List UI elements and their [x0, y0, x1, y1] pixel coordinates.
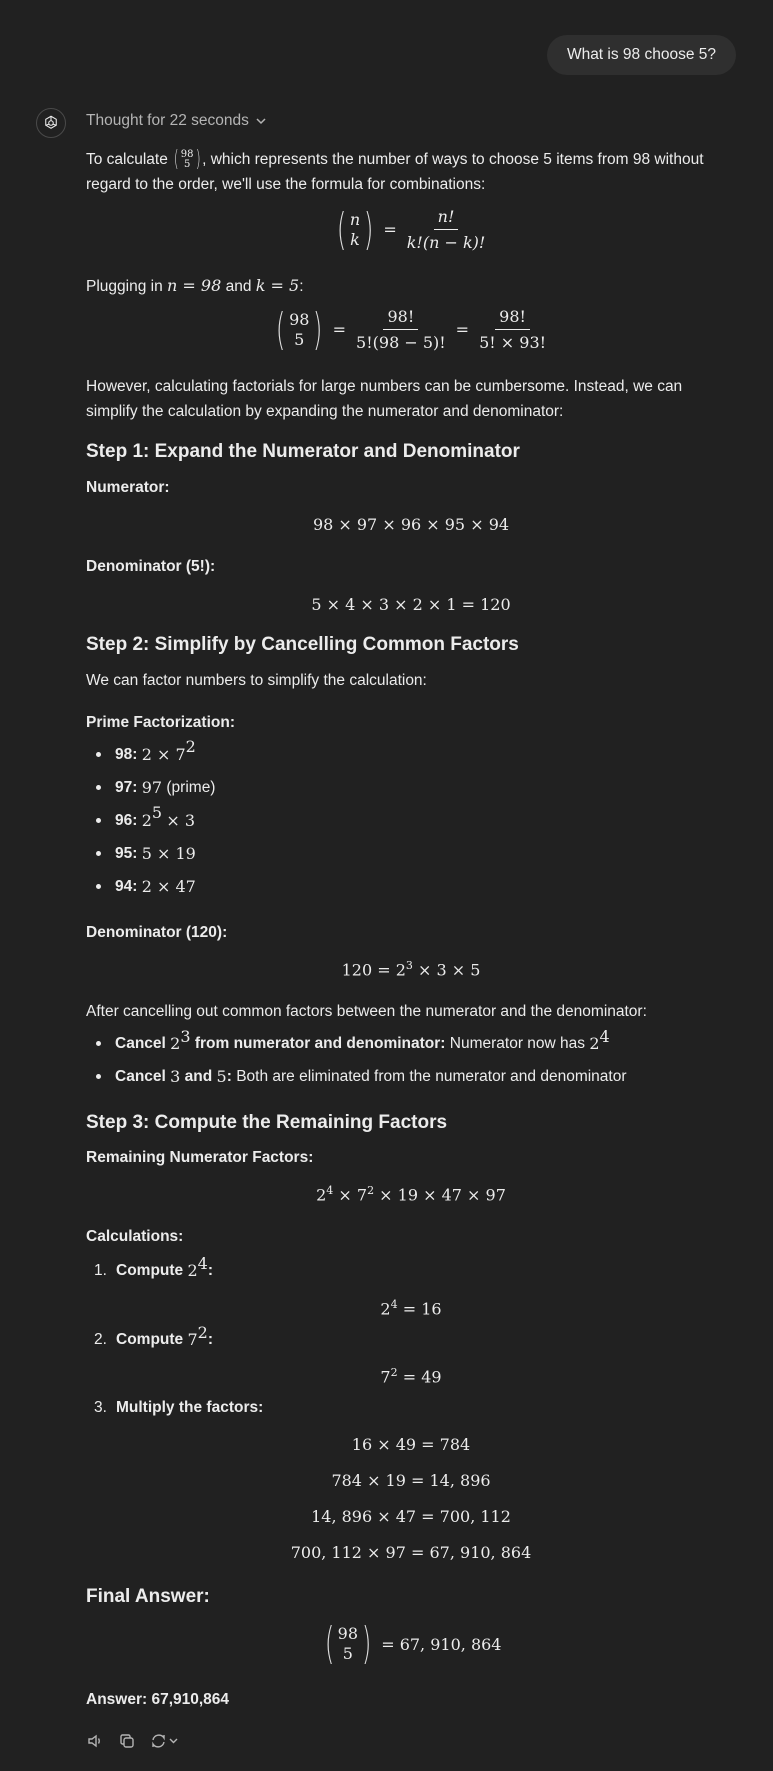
den-expr-a: 120 = 2 [341, 960, 406, 980]
thought-label: Thought for 22 seconds [86, 112, 249, 129]
cancel-item-1 [96, 1027, 610, 1053]
intro-text-after: , which represents the number of ways to choose 5 items from 98 without regard to the order, we'll use the formula for combinations: [86, 151, 704, 193]
expand-numerator: 98! [383, 307, 418, 330]
numerator-expression: 98 × 97 × 96 × 95 × 94 [312, 515, 510, 534]
cancel1-end-sup: 4 [599, 1027, 610, 1046]
calc-item-sup: 2 [197, 1323, 208, 1342]
factor-item-95 [96, 844, 196, 863]
answer-line: Answer: 67,910,864 [86, 1691, 230, 1708]
factor-sup: 2 [185, 737, 196, 756]
remaining-factors-expression: $2^4 \times 7^2 \times 19 \times 47 \times 97$ [316, 1184, 506, 1205]
factor-item-94 [96, 877, 196, 896]
cancel2-rest: Both are eliminated from the numerator and denominator [236, 1067, 627, 1085]
regenerate-icon[interactable] [150, 1732, 180, 1750]
combination-formula: ( n k ) = $\frac{n!}{k!(n - k)!}$ [86, 207, 736, 252]
calc-item-label: Compute [116, 1261, 184, 1279]
den-expr-b: × 3 × 5 [417, 960, 481, 980]
step2-heading: Step 2: Simplify by Cancelling Common Factors [86, 634, 519, 655]
mult-line-4: 700, 112 × 97 = 67, 910, 864 [290, 1543, 532, 1562]
factor-expr: 2 × 47 [141, 877, 196, 896]
calc-item-number: 3. [94, 1399, 107, 1416]
calc-item-number: 2. [94, 1330, 107, 1348]
copy-icon[interactable] [118, 1732, 136, 1750]
formula-numerator: n! [434, 207, 459, 230]
factor-expr: 2 [141, 811, 152, 830]
plugging-n: n = 98 [167, 276, 222, 295]
binom-inline: ( 98 5 ) [174, 146, 201, 172]
denominator-120-expression [86, 959, 736, 979]
calc-item-math: 7 [187, 1330, 198, 1349]
binom-top: 98 [289, 309, 310, 329]
final-result: = 67, 910, 864 [381, 1634, 502, 1654]
final-answer-heading: Final Answer: [86, 1586, 210, 1607]
calc-result-2: $7^2 = 49$ [380, 1366, 442, 1387]
formula-k: k [350, 229, 360, 249]
factor-item-98 [96, 737, 196, 764]
cancel2-math1: 3 [170, 1067, 181, 1086]
factor-expr: 97 [141, 778, 163, 797]
cancel1-math: 2 [170, 1034, 181, 1053]
expand-denominator-1: 5!(98 − 5)! [356, 333, 446, 352]
factor-label: 95: [115, 844, 138, 862]
cancel1-end-math: 2 [589, 1034, 600, 1053]
cancel2-math2: 5 [216, 1067, 227, 1086]
cancel2-bold-a: Cancel [115, 1067, 166, 1085]
calc-result-1: $2^4 = 16$ [380, 1298, 442, 1319]
after-cancel-paragraph: After cancelling out common factors between the numerator and the denominator: [86, 1003, 647, 1020]
intro-paragraph [86, 147, 736, 197]
message-actions [86, 1732, 180, 1750]
expanded-formula: ( 98 5 ) = $\frac{98!}{5!(98 - 5)!}$ = $\frac{98!}{5! \times 93!}$ [86, 307, 736, 352]
binom-top: 98 [180, 148, 194, 160]
factor-item-97 [96, 778, 215, 797]
cancel1-bold-b: from numerator and denominator: [194, 1034, 446, 1052]
plugging-text: Plugging in [86, 278, 163, 295]
numerator-label: Numerator: [86, 479, 170, 496]
calc-item-2 [94, 1323, 214, 1349]
factor-label: 96: [115, 811, 138, 829]
denominator-label: Denominator (5!): [86, 558, 216, 575]
calc-item-label: Compute [116, 1330, 184, 1348]
calc-item-3 [94, 1399, 263, 1417]
read-aloud-icon[interactable] [86, 1732, 104, 1750]
cancel1-bold-a: Cancel [115, 1034, 166, 1052]
calc-item-math: 2 [187, 1261, 198, 1280]
openai-logo-icon [42, 114, 60, 132]
calc-eq1: = 16 [402, 1299, 442, 1319]
expand-denominator-2: 5! × 93! [479, 333, 547, 352]
factor-item-96 [96, 803, 196, 830]
binom-bottom: 5 [183, 158, 191, 170]
binom-bottom: 5 [294, 329, 305, 349]
however-paragraph: However, calculating factorials for large numbers can be cumbersome. Instead, we can simplify the calculation by expanding the numerator and denominator: [86, 378, 683, 420]
step3-heading: Step 3: Compute the Remaining Factors [86, 1112, 448, 1133]
cancel-item-2 [96, 1067, 627, 1086]
cancel1-sup: 3 [180, 1027, 191, 1046]
expand-numerator-2: 98! [495, 307, 530, 330]
cancel1-rest: Numerator now has [449, 1034, 586, 1052]
final-formula: ( 98 5 ) = 67, 910, 864 [324, 1618, 502, 1669]
step1-heading: Step 1: Expand the Numerator and Denominator [86, 441, 520, 462]
plugging-paragraph [86, 273, 736, 299]
user-message-text: What is 98 choose 5? [566, 46, 716, 63]
plugging-colon: : [299, 278, 304, 295]
factor-expr: 5 × 19 [141, 844, 196, 863]
remaining-factors-label: Remaining Numerator Factors: [86, 1149, 314, 1166]
denominator-expression: 5 × 4 × 3 × 2 × 1 = 120 [311, 595, 511, 614]
user-message-bubble [547, 35, 736, 75]
factor-rest: × 3 [166, 811, 196, 830]
mult-line-2: 784 × 19 = 14, 896 [331, 1471, 491, 1490]
denominator-120-label: Denominator (120): [86, 924, 228, 941]
factor-sup: 5 [151, 803, 163, 822]
factor-label: 98: [115, 745, 138, 763]
factor-expr: 2 × 7 [141, 745, 186, 764]
cancel2-colon: : [226, 1067, 232, 1085]
plugging-k: k = 5 [255, 276, 300, 295]
mult-line-1: 16 × 49 = 784 [351, 1435, 471, 1454]
prime-factorization-label: Prime Factorization: [86, 714, 235, 731]
formula-n: n [349, 209, 361, 229]
formula-denominator: k!(n − k)! [406, 233, 486, 252]
calc-item-colon: : [207, 1330, 214, 1348]
calc-item-label: Multiply the factors: [116, 1399, 264, 1416]
calc-eq2: = 49 [402, 1367, 442, 1387]
plugging-and: and [225, 278, 252, 295]
mult-line-3: 14, 896 × 47 = 700, 112 [311, 1507, 511, 1526]
calc-item-number: 1. [94, 1261, 107, 1279]
binom-top: 98 [337, 1624, 359, 1643]
thought-toggle[interactable] [86, 112, 267, 130]
factor-label: 97: [115, 778, 138, 796]
calc-item-1 [94, 1254, 214, 1280]
cancel2-and: and [184, 1067, 213, 1085]
den-sup: 3 [405, 959, 413, 972]
assistant-avatar [36, 108, 66, 138]
calc-item-sup: 4 [197, 1254, 208, 1273]
intro-text-before: To calculate [86, 151, 168, 168]
calc-item-colon: : [207, 1261, 214, 1279]
calculations-label: Calculations: [86, 1228, 184, 1245]
step2-intro: We can factor numbers to simplify the calculation: [86, 672, 427, 689]
factor-label: 94: [115, 877, 138, 895]
factor-rest: (prime) [166, 778, 216, 796]
binom-bottom: 5 [342, 1644, 353, 1663]
chevron-down-icon [255, 115, 267, 127]
